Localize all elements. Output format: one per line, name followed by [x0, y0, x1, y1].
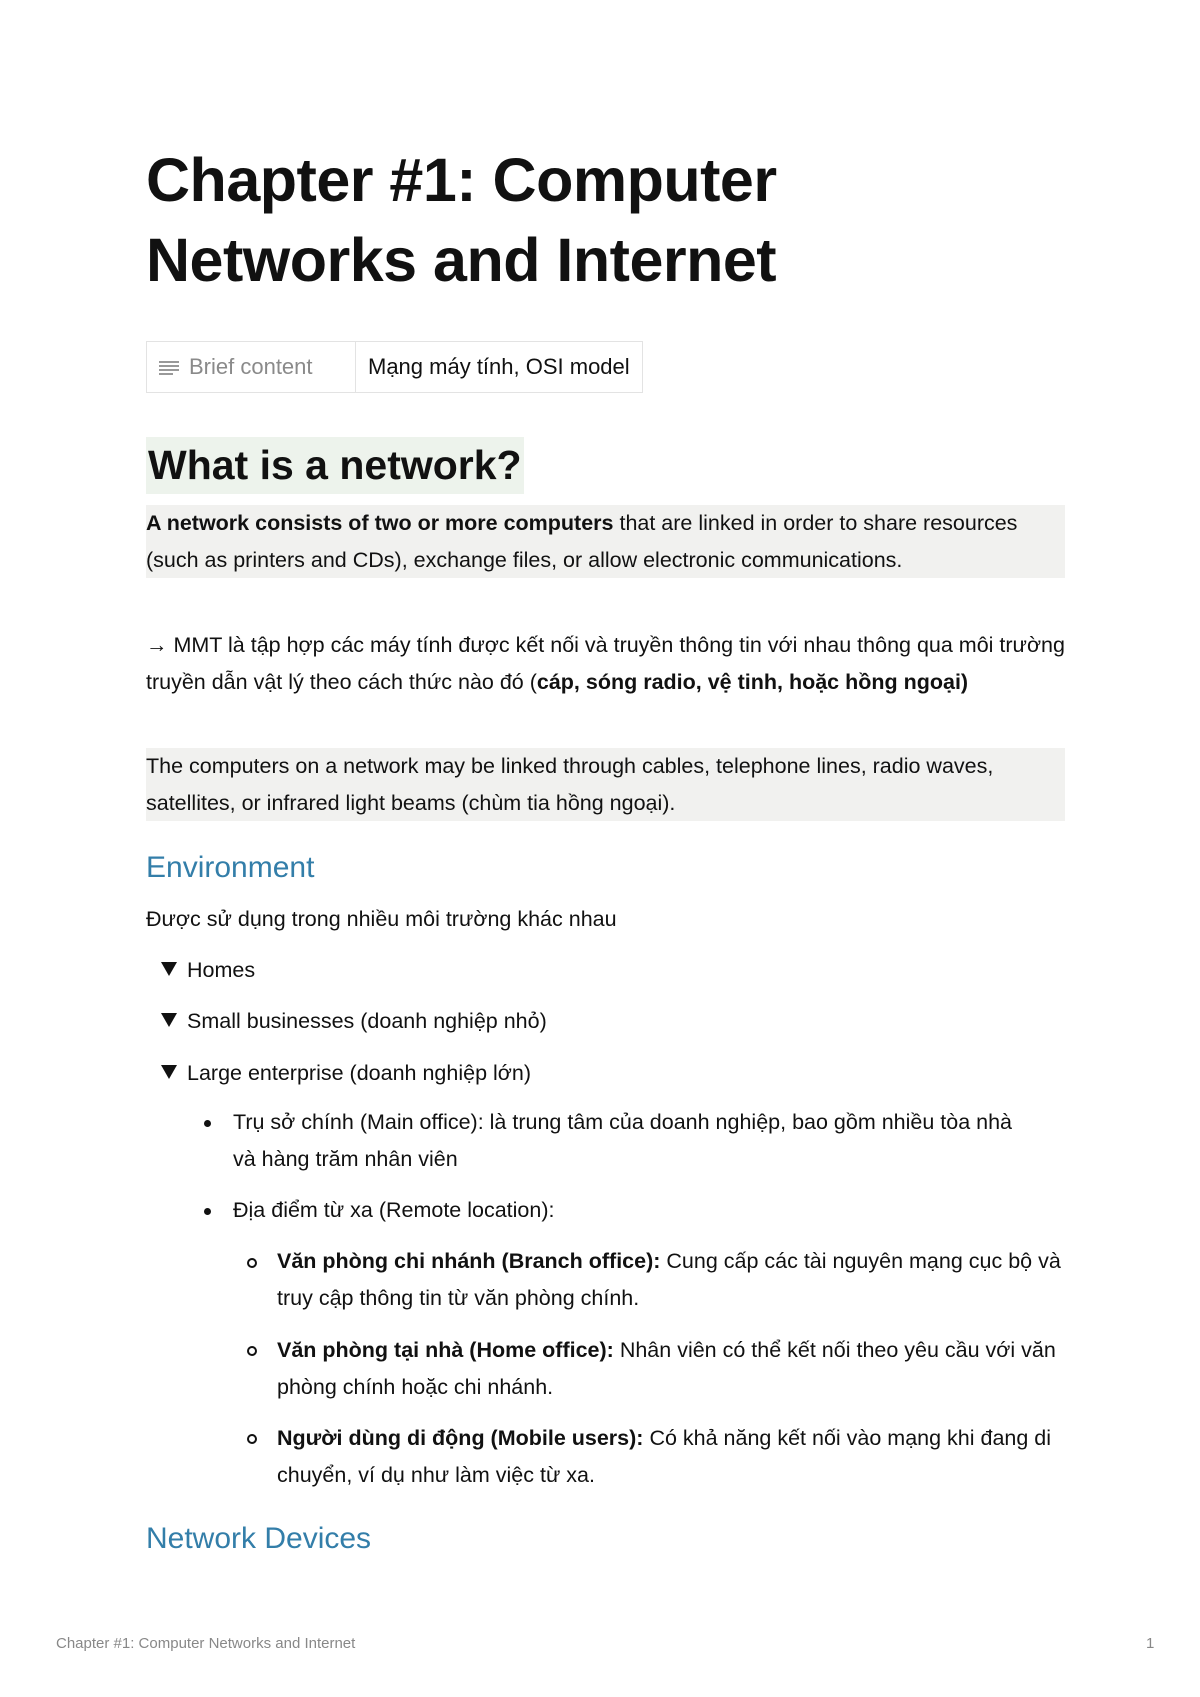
triangle-down-icon[interactable]	[161, 1013, 177, 1027]
bullet-icon	[204, 1208, 211, 1215]
text-lines-icon	[159, 361, 179, 377]
toggle-large-enterprise[interactable]	[161, 1055, 531, 1091]
circle-bullet-icon	[247, 1346, 257, 1356]
sub-item-text: Cung cấp các tài nguyên mạng cục bộ và truy cập thông tin từ văn phòng chính.	[277, 1249, 1061, 1310]
triangle-down-icon[interactable]	[161, 962, 177, 976]
sub-item-branch-office	[277, 1243, 1067, 1316]
heading-network-devices: Network Devices	[146, 1522, 372, 1555]
sub-item-bold: Văn phòng chi nhánh (Branch office):	[277, 1249, 661, 1273]
linking-paragraph: The computers on a network may be linked through cables, telephone lines, radio waves, satellites, or infrared light beams (chùm tia hồng ngoại).	[146, 748, 1065, 821]
sub-item-mobile-users	[277, 1420, 1067, 1493]
toggle-label: Homes	[187, 958, 256, 982]
heading-environment: Environment	[146, 851, 315, 884]
vn-text: → MMT là tập hợp các máy tính được kết nối và truyền thông tin với nhau thông qua môi trường truyền dẫn vật lý theo cách thức nào đó (	[146, 633, 1065, 694]
sub-item-text: Có khả năng kết nối vào mạng khi đang di chuyển, ví dụ như làm việc từ xa.	[277, 1426, 1052, 1487]
property-row	[146, 341, 643, 393]
environment-intro: Được sử dụng trong nhiều môi trường khác nhau	[146, 907, 617, 931]
sub-item-text: Nhân viên có thể kết nối theo yêu cầu với văn phòng chính hoặc chi nhánh.	[277, 1338, 1056, 1399]
page-number: 1	[1146, 1635, 1155, 1652]
property-key	[147, 342, 356, 392]
list-item-remote-location: Địa điểm từ xa (Remote location):	[233, 1198, 555, 1222]
toggle-label: Large enterprise (doanh nghiệp lớn)	[187, 1061, 531, 1085]
bullet-icon	[204, 1120, 211, 1127]
vietnamese-paragraph	[146, 627, 1065, 700]
footer-title: Chapter #1: Computer Networks and Internet	[56, 1635, 356, 1652]
property-label: Brief content	[189, 354, 313, 379]
toggle-small-businesses[interactable]	[161, 1003, 547, 1039]
definition-bold: A network consists of two or more computers	[146, 511, 614, 535]
toggle-label: Small businesses (doanh nghiệp nhỏ)	[187, 1009, 547, 1033]
definition-rest: that are linked in order to share resources (such as printers and CDs), exchange files, or allow electronic communications.	[146, 511, 1018, 572]
sub-item-home-office	[277, 1332, 1067, 1405]
page-title: Chapter #1: Computer Networks and Internet	[146, 146, 777, 294]
vn-bold: cáp, sóng radio, vệ tinh, hoặc hồng ngoại)	[536, 669, 969, 694]
sub-item-bold: Người dùng di động (Mobile users):	[277, 1426, 644, 1450]
definition-paragraph	[146, 505, 1065, 578]
sub-item-bold: Văn phòng tại nhà (Home office):	[277, 1338, 614, 1362]
property-value: Mạng máy tính, OSI model	[368, 354, 630, 379]
toggle-homes[interactable]	[161, 952, 255, 988]
list-item-main-office: Trụ sở chính (Main office): là trung tâm của doanh nghiệp, bao gồm nhiều tòa nhà và hàng trăm nhân viên	[233, 1110, 1013, 1171]
circle-bullet-icon	[247, 1258, 257, 1268]
triangle-down-icon[interactable]	[161, 1065, 177, 1079]
circle-bullet-icon	[247, 1434, 257, 1444]
heading-what-is-network: What is a network?	[146, 437, 524, 494]
